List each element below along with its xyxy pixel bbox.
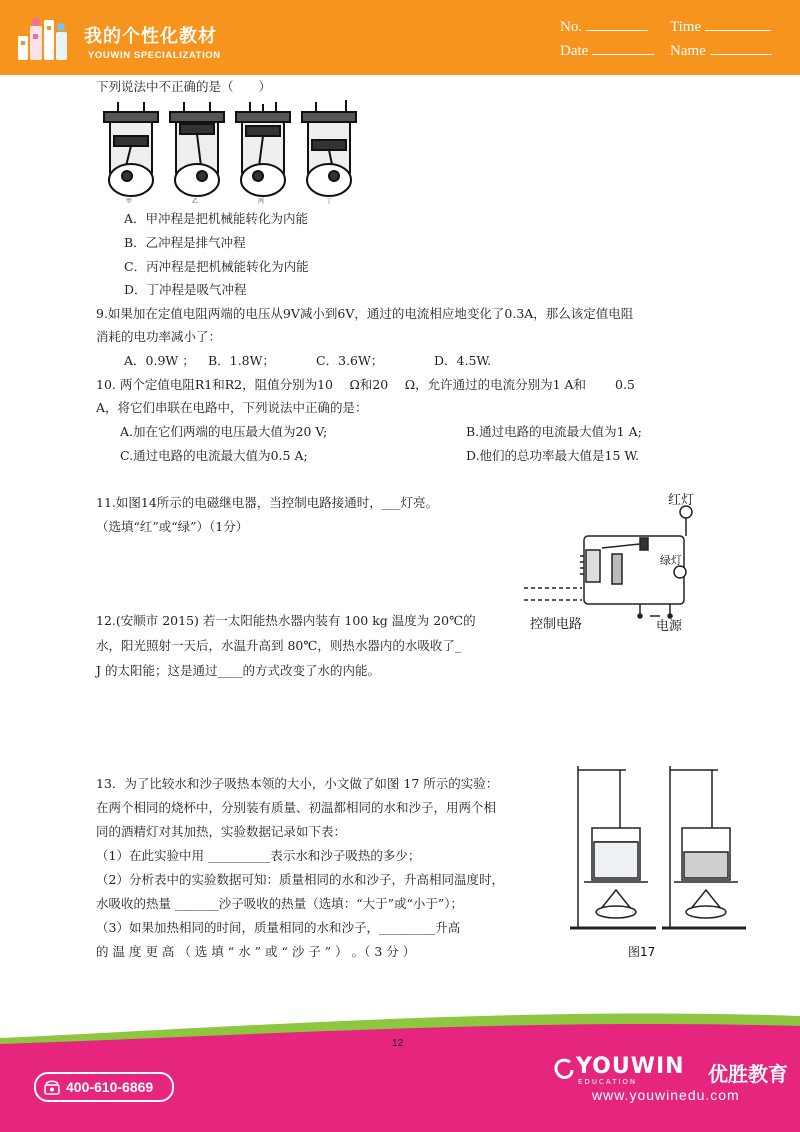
q13-line1: 13．为了比较水和沙子吸热本领的大小，小文做了如图 17 所示的实验： bbox=[96, 776, 499, 791]
q13-line5: （2）分析表中的实验数据可知：质量相同的水和沙子，升高相同温度时， bbox=[96, 872, 504, 887]
phone-badge bbox=[34, 1072, 174, 1102]
name-blank bbox=[710, 42, 772, 55]
date-label: Date bbox=[560, 43, 589, 59]
fig-label-ding: 丁 bbox=[326, 198, 333, 205]
fig-label-bing: 丙 bbox=[258, 198, 265, 205]
q10-option-d: D.他们的总功率最大值是15 W. bbox=[466, 448, 640, 463]
q10-line1: 10. 两个定值电阻R1和R2，阻值分别为10 Ω和20 Ω，允许通过的电流分别为1 A和 0.5 bbox=[96, 377, 635, 392]
q10-line2: A，将它们串联在电路中，下列说法中正确的是： bbox=[96, 400, 368, 415]
q10-option-c: C.通过电路的电流最大值为0.5 A; bbox=[120, 448, 308, 463]
no-field bbox=[560, 18, 648, 36]
website-url: www.youwinedu.com bbox=[592, 1087, 740, 1103]
control-circuit-label: 控制电路 bbox=[530, 617, 583, 632]
q10-option-b: B.通过电路的电流最大值为1 A; bbox=[466, 424, 642, 439]
name-field bbox=[670, 42, 772, 60]
no-blank bbox=[586, 18, 648, 31]
date-field bbox=[560, 42, 654, 60]
figure-17-caption: 图17 bbox=[628, 945, 656, 959]
q13-line6: 水吸收的热量 _______沙子吸收的热量（选填：“大于”或“小于”）； bbox=[96, 896, 464, 911]
q13-line8: 的 温 度 更 高 （ 选 填 “ 水 ” 或 “ 沙 子 ” ） 。（ 3 分 ） bbox=[96, 944, 416, 959]
q12-line3: J 的太阳能；这是通过____的方式改变了水的内能。 bbox=[96, 663, 380, 678]
q13-line7: （3）如果加热相同的时间，质量相同的水和沙子，_________升高 bbox=[96, 920, 461, 935]
page-header bbox=[0, 0, 800, 75]
q12-line2: 水，阳光照射一天后，水温升高到 80℃，则热水器内的水吸收了_ bbox=[96, 638, 462, 653]
date-blank bbox=[592, 42, 654, 55]
brand-name-cn: 我的个性化教材 bbox=[84, 26, 217, 47]
q8-option-a: A．甲冲程是把机械能转化为内能 bbox=[124, 211, 309, 226]
youwin-brand-education: EDUCATION bbox=[578, 1078, 638, 1086]
buildings-logo-icon bbox=[14, 14, 72, 64]
youwin-brand-en: YOUWIN bbox=[576, 1054, 685, 1079]
q9-option-c: C．3.6W； bbox=[316, 353, 384, 368]
fig-label-yi: 乙 bbox=[192, 198, 199, 205]
heating-experiment-figure bbox=[570, 760, 750, 960]
q9-option-d: D．4.5W. bbox=[434, 353, 492, 368]
q10-option-a: A.加在它们两端的电压最大值为20 V; bbox=[120, 424, 328, 439]
q8-stem: 下列说法中不正确的是（ ） bbox=[96, 79, 272, 94]
fig-label-jia: 甲 bbox=[126, 198, 133, 205]
power-source-label: 电源 bbox=[656, 619, 683, 634]
name-label: Name bbox=[670, 43, 706, 59]
no-label: No. bbox=[560, 19, 583, 35]
time-field bbox=[670, 18, 771, 36]
relay-circuit-figure bbox=[520, 488, 720, 638]
q8-option-c: C．丙冲程是把机械能转化为内能 bbox=[124, 259, 309, 274]
q8-option-b: B．乙冲程是排气冲程 bbox=[124, 235, 246, 250]
phone-number: 400-610-6869 bbox=[66, 1079, 154, 1095]
engine-strokes-figure bbox=[100, 100, 370, 205]
q8-option-d: D．丁冲程是吸气冲程 bbox=[124, 282, 247, 297]
page-number: 12 bbox=[392, 1038, 404, 1049]
phone-icon bbox=[44, 1079, 60, 1095]
youwin-swirl-logo-icon bbox=[552, 1056, 574, 1084]
q11-line2: （选填“红”或“绿”）（1分） bbox=[96, 519, 249, 534]
q9-line2: 消耗的电功率减小了： bbox=[96, 329, 222, 344]
q13-line2: 在两个相同的烧杯中，分别装有质量、初温都相同的水和沙子，用两个相 bbox=[96, 800, 497, 815]
green-lamp-label: 绿灯 bbox=[660, 554, 682, 567]
q9-line1: 9.如果加在定值电阻两端的电压从9V减小到6V，通过的电流相应地变化了0.3A，那么该定值电阻 bbox=[96, 306, 634, 321]
q12-line1: 12.(安顺市 2015) 若一太阳能热水器内装有 100 kg 温度为 20℃的 bbox=[96, 613, 476, 628]
youwin-brand-cn: 优胜教育 bbox=[708, 1062, 788, 1086]
q9-option-a: A．0.9W ； bbox=[124, 353, 195, 368]
red-lamp-label: 红灯 bbox=[668, 493, 695, 508]
time-blank bbox=[705, 18, 771, 31]
q13-line3: 同的酒精灯对其加热，实验数据记录如下表： bbox=[96, 824, 347, 839]
q13-line4: （1）在此实验中用 __________表示水和沙子吸热的多少； bbox=[96, 848, 421, 863]
q9-option-b: B．1.8W； bbox=[208, 353, 275, 368]
q11-line1: 11.如图14所示的电磁继电器，当控制电路接通时，___灯亮。 bbox=[96, 495, 439, 510]
brand-name-en: YOUWIN SPECIALIZATION bbox=[88, 50, 221, 61]
time-label: Time bbox=[670, 19, 702, 35]
